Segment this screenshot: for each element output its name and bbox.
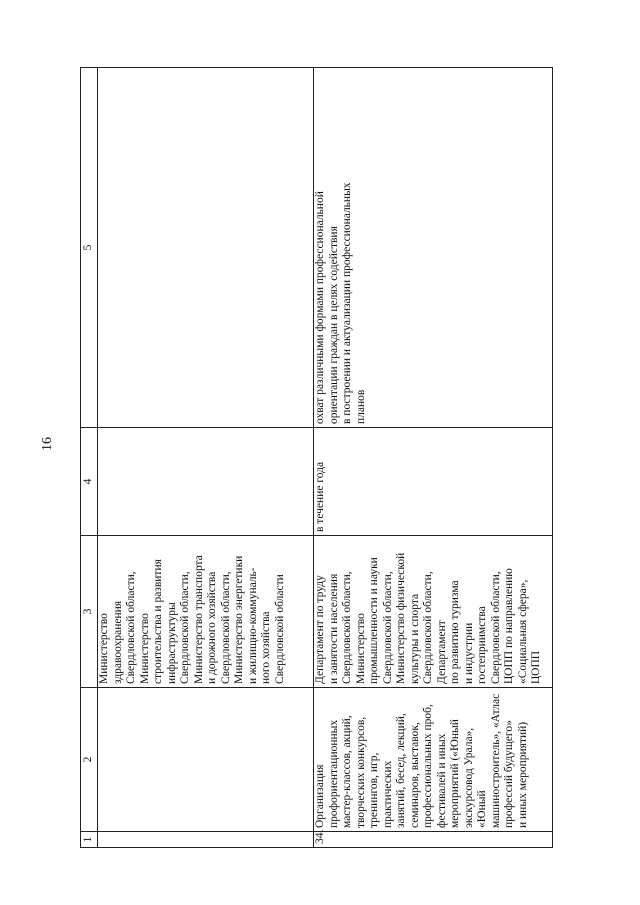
row-number-cell <box>98 832 314 848</box>
activity-cell <box>98 688 314 832</box>
measures-table <box>80 67 553 848</box>
executors-cell: Министерство здравоохранения Свердловской области, Министерство строительства и развития инфраструктуры Свердловской области, Министерство транспорта и дорожного хозяйства Свердловской области, Министерство энергетики и жилищно-коммуналь- ного хозяйства Свердловской области <box>98 536 314 688</box>
column-header-executors: 3 <box>81 536 98 688</box>
deadline-cell: в течение года <box>314 428 553 536</box>
result-cell <box>98 68 314 428</box>
table-row <box>98 68 314 848</box>
executors-cell: Департамент по труду и занятости населения Свердловской области, Министерство промышленности и науки Свердловской области, Министерство физической культуры и спорта Свердловской области, Департамент по развитию туризма и индустрии гостеприимства Свердловской области, ЦОПП по направлению «Социальная сфера», ЦОПП <box>314 536 553 688</box>
column-header-result: 5 <box>81 68 98 428</box>
column-header-deadline: 4 <box>81 428 98 536</box>
result-cell: охват различными формами профессиональной ориентации граждан в целях содействия в построении и актуализации профессиональных планов <box>314 68 553 428</box>
activity-cell: Организация профориентационных мастер-классов, акций, творческих конкурсов, тренингов, игр, практических занятий, бесед, лекций, семинаров, выставок, профессиональных проб, фестивалей и иных мероприятий («Юный экскурсовод Урала», «Юный машиностроитель», «Атлас профессий будущего» и иных мероприятий) <box>314 688 553 832</box>
row-number-cell: 34. <box>314 832 553 848</box>
deadline-cell <box>98 428 314 536</box>
page-number: 16 <box>40 437 55 451</box>
measures-table-container <box>80 68 558 848</box>
column-header-activity: 2 <box>81 688 98 832</box>
table-header-row <box>81 68 98 848</box>
column-header-number: 1 <box>81 832 98 848</box>
table-row <box>314 68 553 848</box>
